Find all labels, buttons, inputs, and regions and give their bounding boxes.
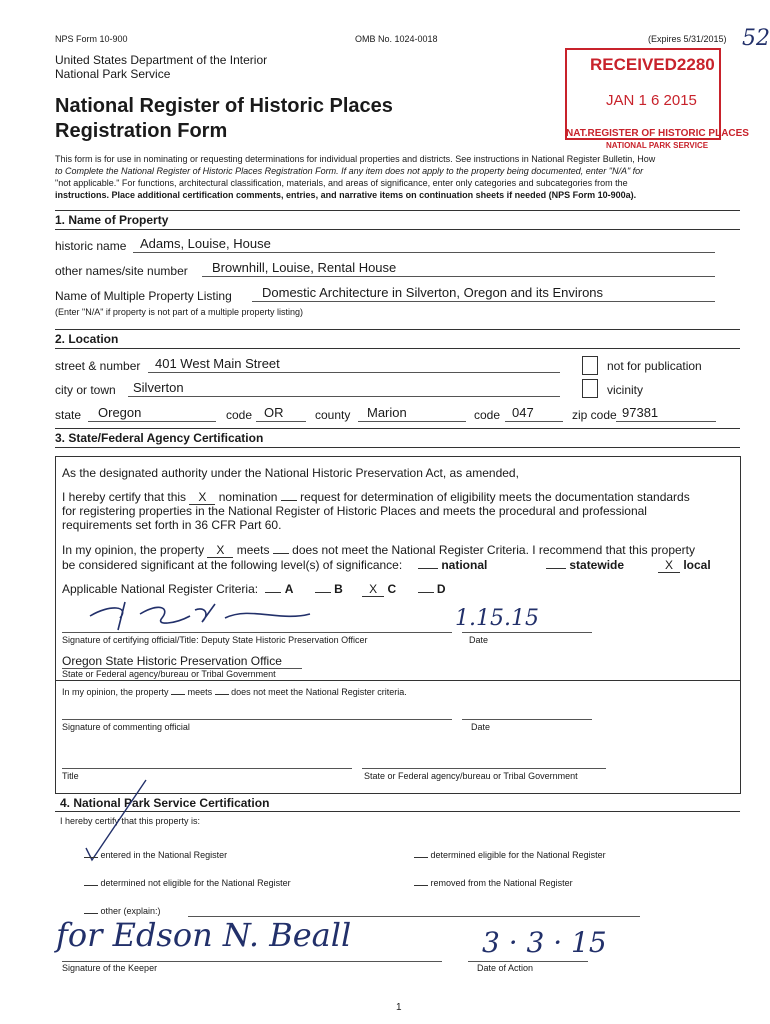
date-line xyxy=(462,632,592,633)
statewide-mark[interactable] xyxy=(546,568,566,569)
removed-label: removed from the National Register xyxy=(430,878,573,888)
field-underline xyxy=(358,421,466,422)
significance-text: be considered significant at the following level(s) of significance: xyxy=(62,558,403,572)
meets-mark[interactable]: X xyxy=(207,543,233,558)
street-field[interactable]: 401 West Main Street xyxy=(155,356,280,371)
omb-number: OMB No. 1024-0018 xyxy=(355,34,438,44)
instructions-line: to Complete the National Register of Historic Places Registration Form. If any item does not apply to the property being documented, enter "N/A" for xyxy=(55,166,644,176)
local-label: local xyxy=(683,558,711,572)
zip-label: zip code xyxy=(572,408,617,422)
zip-field[interactable]: 97381 xyxy=(622,405,659,420)
criterion-d: D xyxy=(436,582,446,596)
section-1-heading: 1. Name of Property xyxy=(55,213,169,227)
criterion-b-mark[interactable] xyxy=(315,592,331,593)
opinion-2-meets-mark[interactable] xyxy=(171,694,185,695)
street-label: street & number xyxy=(55,359,141,373)
divider xyxy=(55,229,740,230)
signature-line xyxy=(62,719,452,720)
criteria-row xyxy=(62,582,446,597)
divider xyxy=(55,680,740,681)
field-underline xyxy=(256,421,306,422)
multiple-listing-label: Name of Multiple Property Listing xyxy=(55,289,232,303)
title-line xyxy=(62,768,352,769)
request-mark[interactable] xyxy=(281,500,297,501)
local-mark[interactable]: X xyxy=(658,558,680,573)
multiple-listing-field[interactable]: Domestic Architecture in Silverton, Oregon and its Environs xyxy=(262,285,604,300)
criterion-d-mark[interactable] xyxy=(418,592,434,593)
divider xyxy=(55,329,740,330)
other-mark[interactable] xyxy=(84,913,98,914)
state-code-label: code xyxy=(226,408,253,422)
opinion-prefix: In my opinion, the property xyxy=(62,543,205,557)
signature-caption: Signature of certifying official/Title: Deputy State Historic Preservation Officer xyxy=(62,635,368,645)
historic-name-label: historic name xyxy=(55,239,127,253)
entered-label: entered in the National Register xyxy=(100,850,228,860)
page-number: 1 xyxy=(396,1002,402,1013)
criterion-c-mark[interactable]: X xyxy=(362,582,384,597)
vicinity-label: vicinity xyxy=(607,383,644,397)
historic-name-field[interactable]: Adams, Louise, House xyxy=(140,236,271,251)
keeper-signature: for Edson N. Beall xyxy=(56,916,352,954)
certification-text: for registering properties in the National Register of Historic Places and meets the procedural and professional xyxy=(62,504,647,518)
opinion-2-not: does not meet the National Register criteria. xyxy=(231,687,407,697)
field-underline xyxy=(252,301,715,302)
divider xyxy=(55,348,740,349)
expiration-date: (Expires 5/31/2015) xyxy=(648,34,727,44)
keeper-caption: Signature of the Keeper xyxy=(62,963,158,973)
option-other[interactable] xyxy=(84,906,161,916)
handwritten-page-count: 52 xyxy=(742,26,770,51)
field-underline xyxy=(148,372,560,373)
field-underline xyxy=(505,421,563,422)
certification-text: requirements set forth in 36 CFR Part 60. xyxy=(62,518,282,532)
certification-text: As the designated authority under the National Historic Preservation Act, as amended, xyxy=(62,466,519,480)
divider xyxy=(55,428,740,429)
certify-text: I hereby certify that this xyxy=(62,490,187,504)
national-label: national xyxy=(441,558,488,572)
form-number: NPS Form 10-900 xyxy=(55,34,128,44)
nomination-mark[interactable]: X xyxy=(189,490,215,505)
certifying-date: 1.15.15 xyxy=(455,606,539,631)
certification-text xyxy=(62,490,690,505)
not-for-publication-label: not for publication xyxy=(607,359,702,373)
criterion-b: B xyxy=(334,582,343,596)
received-stamp-text: RECEIVED2280 xyxy=(590,55,715,74)
received-stamp-agency: NAT.REGISTER OF HISTORIC PLACES xyxy=(566,128,749,139)
criteria-label: Applicable National Register Criteria: xyxy=(62,582,259,596)
nomination-text: nomination xyxy=(218,490,278,504)
signature-line xyxy=(62,632,452,633)
page-subtitle: Registration Form xyxy=(55,120,228,142)
county-field[interactable]: Marion xyxy=(367,405,407,420)
signature-line xyxy=(62,961,442,962)
action-date: 3 · 3 · 15 xyxy=(482,926,607,959)
criterion-c: C xyxy=(387,582,397,596)
agency-line xyxy=(362,768,606,769)
other-names-field[interactable]: Brownhill, Louise, Rental House xyxy=(212,260,397,275)
instructions-line: instructions. Place additional certification comments, entries, and narrative items on continuation sheets if needed (NPS Form 10-900a). xyxy=(55,190,637,200)
field-underline xyxy=(88,421,216,422)
opinion-2-meets: meets xyxy=(187,687,213,697)
county-code-field[interactable]: 047 xyxy=(512,405,534,420)
county-code-label: code xyxy=(474,408,501,422)
received-stamp-service: NATIONAL PARK SERVICE xyxy=(606,141,709,150)
criterion-a: A xyxy=(284,582,294,596)
commenting-date-caption: Date xyxy=(471,722,491,732)
action-date-caption: Date of Action xyxy=(477,963,534,973)
city-field[interactable]: Silverton xyxy=(133,380,184,395)
eligible-label: determined eligible for the National Register xyxy=(430,850,606,860)
opinion-text xyxy=(62,543,695,558)
page-title: National Register of Historic Places xyxy=(55,95,393,117)
date-caption: Date xyxy=(469,635,489,645)
statewide-label: statewide xyxy=(569,558,625,572)
not-eligible-mark[interactable] xyxy=(84,885,98,886)
commenting-signature-caption: Signature of commenting official xyxy=(62,722,190,732)
meets-text: meets xyxy=(236,543,270,557)
divider xyxy=(55,210,740,211)
not-for-publication-checkbox[interactable] xyxy=(582,356,598,375)
title-caption: Title xyxy=(62,771,79,781)
city-label: city or town xyxy=(55,383,116,397)
date-line xyxy=(462,719,592,720)
does-not-meet-text: does not meet the National Register Criteria. I recommend that this property xyxy=(292,543,695,557)
multiple-listing-note: (Enter "N/A" if property is not part of a multiple property listing) xyxy=(55,307,303,317)
criterion-a-mark[interactable] xyxy=(265,592,281,593)
state-label: state xyxy=(55,408,82,422)
department-line: United States Department of the Interior xyxy=(55,53,268,67)
office-field[interactable]: Oregon State Historic Preservation Office xyxy=(62,654,282,668)
section-3-heading: 3. State/Federal Agency Certification xyxy=(55,431,264,445)
field-underline xyxy=(616,421,716,422)
field-underline xyxy=(202,276,715,277)
county-label: county xyxy=(315,408,351,422)
instructions-line: "not applicable." For functions, architectural classification, materials, and areas of significance, enter only categories and subcategories from the xyxy=(55,178,628,188)
section-2-heading: 2. Location xyxy=(55,332,119,346)
date-line xyxy=(468,961,588,962)
eligible-mark[interactable] xyxy=(414,857,428,858)
vicinity-checkbox[interactable] xyxy=(582,379,598,398)
option-removed[interactable] xyxy=(414,878,573,888)
divider xyxy=(55,447,740,448)
field-underline xyxy=(133,252,715,253)
office-caption: State or Federal agency/bureau or Tribal Government xyxy=(62,669,276,679)
not-eligible-label: determined not eligible for the National Register xyxy=(100,878,291,888)
state-field[interactable]: Oregon xyxy=(98,405,142,420)
option-determined-eligible[interactable] xyxy=(414,850,606,860)
national-mark[interactable] xyxy=(418,568,438,569)
option-entered[interactable] xyxy=(84,850,227,860)
state-code-field[interactable]: OR xyxy=(264,405,284,420)
agency-line: National Park Service xyxy=(55,67,171,81)
level-local[interactable] xyxy=(658,558,711,573)
agency-caption: State or Federal agency/bureau or Tribal Government xyxy=(364,771,578,781)
opinion-2-not-mark[interactable] xyxy=(215,694,229,695)
section-4-heading: 4. National Park Service Certification xyxy=(60,796,270,810)
nps-certify-text: I hereby certify that this property is: xyxy=(60,816,201,826)
field-underline xyxy=(128,396,560,397)
instructions-line: This form is for use in nominating or requesting determinations for individual properties and districts. See instructions in National Register Bulletin, How xyxy=(55,154,656,164)
received-stamp-date: JAN 1 6 2015 xyxy=(606,92,697,109)
removed-mark[interactable] xyxy=(414,885,428,886)
opinion-2-text xyxy=(62,687,407,697)
level-national[interactable] xyxy=(418,558,487,572)
other-names-label: other names/site number xyxy=(55,264,188,278)
other-label: other (explain:) xyxy=(100,906,161,916)
option-not-eligible[interactable] xyxy=(84,878,291,888)
entered-mark[interactable] xyxy=(84,857,98,858)
request-text: request for determination of eligibility meets the documentation standards xyxy=(300,490,690,504)
does-not-meet-mark[interactable] xyxy=(273,553,289,554)
opinion-2-prefix: In my opinion, the property xyxy=(62,687,169,697)
level-statewide[interactable] xyxy=(546,558,624,572)
certifying-signature xyxy=(80,596,320,634)
